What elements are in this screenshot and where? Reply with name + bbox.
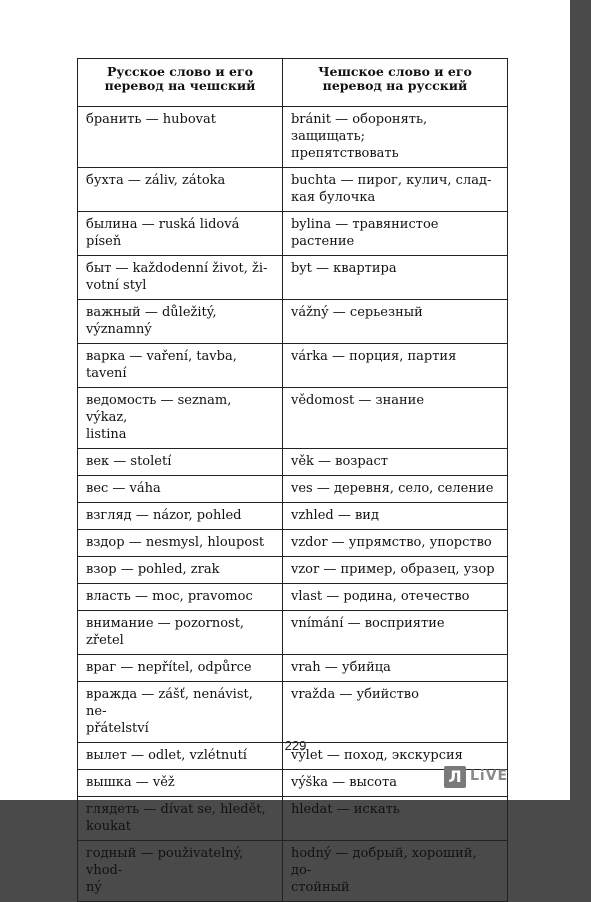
cell-line: ves — деревня, село, селение	[290, 481, 494, 496]
table-row	[78, 557, 508, 584]
czech-word-cell	[282, 344, 507, 388]
table-header-row	[78, 59, 508, 107]
cell-line: взгляд — názor, pohled	[86, 508, 242, 523]
russian-word-cell	[78, 476, 283, 503]
russian-word-cell	[78, 682, 283, 743]
cell-line: власть — moc, pravomoc	[86, 589, 253, 604]
page-number: 229	[284, 738, 307, 753]
cell-line: věk — возраст	[290, 454, 388, 469]
russian-word-cell	[78, 797, 283, 841]
table-row	[78, 530, 508, 557]
cell-line: votní styl	[86, 278, 147, 293]
cell-line: výška — высота	[290, 775, 397, 790]
czech-word-cell	[282, 584, 507, 611]
russian-word-cell	[78, 168, 283, 212]
cell-line: vědomost — знание	[290, 393, 425, 408]
cell-line: výlet — поход, экскурсия	[290, 748, 463, 763]
czech-word-cell	[282, 107, 507, 168]
cell-line: vlast — родина, отечество	[290, 589, 470, 604]
cell-line: bránit — оборонять, защищать;	[290, 112, 428, 144]
czech-word-cell	[282, 476, 507, 503]
table-row	[78, 611, 508, 655]
cell-line: варка — vaření, tavba, tavení	[86, 349, 237, 381]
cell-line: былина — ruská lidová píseň	[86, 217, 240, 249]
table-row	[78, 344, 508, 388]
cell-line: кая булочка	[290, 190, 376, 205]
cell-line: вес — váha	[86, 481, 161, 496]
cell-line: вышка — věž	[86, 775, 175, 790]
czech-word-cell	[282, 503, 507, 530]
cell-line: важный — důležitý, významný	[86, 305, 217, 337]
livelib-watermark-text: LiVE	[470, 768, 509, 784]
cell-line: buchta — пирог, кулич, слад-	[290, 173, 492, 188]
table-row	[78, 107, 508, 168]
header-czech-column	[282, 59, 507, 107]
russian-word-cell	[78, 212, 283, 256]
header-line: Русское слово и его	[106, 64, 253, 79]
cell-line: hledat — искать	[290, 802, 400, 817]
czech-word-cell	[282, 168, 507, 212]
czech-word-cell	[282, 797, 507, 841]
cell-line: вздор — nesmysl, hloupost	[86, 535, 265, 550]
russian-word-cell	[78, 841, 283, 902]
russian-word-cell	[78, 344, 283, 388]
cell-line: vzor — пример, образец, узор	[290, 562, 495, 577]
table-row	[78, 682, 508, 743]
czech-word-cell	[282, 212, 507, 256]
header-line: Чешское слово и его	[318, 64, 472, 79]
russian-word-cell	[78, 557, 283, 584]
czech-word-cell	[282, 300, 507, 344]
czech-word-cell	[282, 256, 507, 300]
russian-word-cell	[78, 530, 283, 557]
cell-line: ведомость — seznam, výkaz,	[86, 393, 232, 425]
russian-word-cell	[78, 584, 283, 611]
cell-line: вражда — zášť, nenávist, ne-	[86, 687, 253, 719]
table-row	[78, 503, 508, 530]
table-row	[78, 476, 508, 503]
header-line: перевод на чешский	[104, 78, 256, 93]
table-row	[78, 841, 508, 902]
cell-line: враг — nepřítel, odpůrce	[86, 660, 252, 675]
cell-line: vrah — убийца	[290, 660, 391, 675]
czech-word-cell	[282, 841, 507, 902]
cell-line: препятствовать	[290, 146, 399, 161]
table-row	[78, 584, 508, 611]
cell-line: быт — každodenní život, ži-	[86, 261, 268, 276]
cell-line: годный — použivatelný, vhod-	[86, 846, 244, 878]
czech-word-cell	[282, 682, 507, 743]
cell-line: byt — квартира	[290, 261, 397, 276]
russian-word-cell	[78, 611, 283, 655]
cell-line: внимание — pozornost, zřetel	[86, 616, 245, 648]
czech-word-cell	[282, 655, 507, 682]
cell-line: стойный	[290, 880, 350, 895]
russian-word-cell	[78, 770, 283, 797]
cell-line: бранить — hubovat	[86, 112, 216, 127]
czech-word-cell	[282, 611, 507, 655]
cell-line: várka — порция, партия	[290, 349, 457, 364]
czech-word-cell	[282, 388, 507, 449]
russian-word-cell	[78, 107, 283, 168]
table-row	[78, 655, 508, 682]
cell-line: глядеть — dívat se, hledět,	[86, 802, 266, 817]
cell-line: hodný — добрый, хороший, до-	[290, 846, 477, 878]
russian-word-cell	[78, 256, 283, 300]
table-row	[78, 797, 508, 841]
cell-line: koukat	[86, 819, 131, 834]
russian-word-cell	[78, 449, 283, 476]
russian-word-cell	[78, 388, 283, 449]
cell-line: vnímání — восприятие	[290, 616, 445, 631]
cell-line: bylina — травянистое растение	[290, 217, 439, 249]
russian-word-cell	[78, 503, 283, 530]
table-row	[78, 388, 508, 449]
czech-word-cell	[282, 530, 507, 557]
cell-line: vražda — убийство	[290, 687, 419, 702]
cell-line: přátelství	[86, 721, 149, 736]
cell-line: бухта — záliv, zátoka	[86, 173, 226, 188]
cell-line: ný	[86, 880, 102, 895]
cell-line: вылет — odlet, vzlétnutí	[86, 748, 247, 763]
cell-line: vážný — серьезный	[290, 305, 423, 320]
header-russian-column	[78, 59, 283, 107]
czech-word-cell	[282, 449, 507, 476]
cell-line: vzhled — вид	[290, 508, 379, 523]
table-row	[78, 449, 508, 476]
header-line: перевод на русский	[322, 78, 468, 93]
table-row	[78, 770, 508, 797]
livelib-logo-icon: Л	[444, 766, 466, 788]
table-row	[78, 300, 508, 344]
table-row	[78, 168, 508, 212]
czech-word-cell	[282, 557, 507, 584]
table-body	[78, 107, 508, 902]
table-row	[78, 212, 508, 256]
cell-line: vzdor — упрямство, упорство	[290, 535, 492, 550]
russian-word-cell	[78, 300, 283, 344]
russian-word-cell	[78, 655, 283, 682]
table-row	[78, 256, 508, 300]
cell-line: listina	[86, 427, 127, 442]
cell-line: взор — pohled, zrak	[86, 562, 220, 577]
cell-line: век — století	[86, 454, 172, 469]
